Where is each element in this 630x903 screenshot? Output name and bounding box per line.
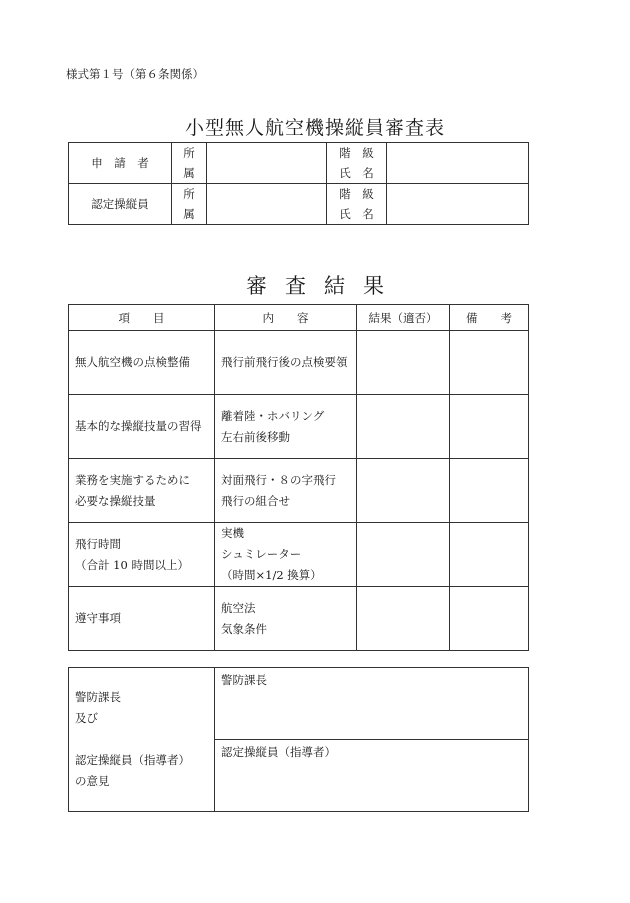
form-number: 様式第１号（第６条関係） bbox=[66, 67, 204, 81]
table-row bbox=[69, 395, 529, 459]
content-cell: 離着陸・ホバリング 左右前後移動 bbox=[215, 395, 357, 459]
remarks-cell[interactable] bbox=[450, 331, 529, 395]
table-row bbox=[69, 184, 529, 225]
table-row bbox=[69, 668, 529, 740]
rank-name-value[interactable] bbox=[387, 143, 529, 184]
affiliation-value[interactable] bbox=[207, 184, 327, 225]
result-cell[interactable] bbox=[357, 587, 450, 651]
header-content: 内 容 bbox=[215, 305, 357, 331]
content-cell: 対面飛行・８の字飛行 飛行の組合せ bbox=[215, 459, 357, 523]
opinion-label: 警防課長 及び 認定操縦員（指導者） の意見 bbox=[69, 668, 215, 812]
applicant-table bbox=[68, 142, 529, 225]
chief-opinion-cell[interactable]: 警防課長 bbox=[215, 668, 529, 740]
rank-name-label: 階 級 氏 名 bbox=[327, 143, 387, 184]
section-title: 審査結果 bbox=[246, 274, 402, 298]
table-row bbox=[69, 459, 529, 523]
remarks-cell[interactable] bbox=[450, 395, 529, 459]
result-cell[interactable] bbox=[357, 523, 450, 587]
instructor-opinion-cell[interactable]: 認定操縦員（指導者） bbox=[215, 740, 529, 812]
affiliation-label: 所 属 bbox=[172, 184, 207, 225]
table-row bbox=[69, 331, 529, 395]
result-cell[interactable] bbox=[357, 395, 450, 459]
table-header-row bbox=[69, 305, 529, 331]
rank-name-label: 階 級 氏 名 bbox=[327, 184, 387, 225]
item-cell: 無人航空機の点検整備 bbox=[69, 331, 215, 395]
table-row bbox=[69, 587, 529, 651]
affiliation-label: 所 属 bbox=[172, 143, 207, 184]
role-cell: 認定操縦員 bbox=[69, 184, 172, 225]
role-cell: 申 請 者 bbox=[69, 143, 172, 184]
item-cell: 飛行時間 （合計 10 時間以上） bbox=[69, 523, 215, 587]
content-cell: 飛行前飛行後の点検要領 bbox=[215, 331, 357, 395]
content-cell: 実機 シュミレーター （時間×1/2 換算） bbox=[215, 523, 357, 587]
page-title: 小型無人航空機操縦員審査表 bbox=[184, 117, 445, 139]
table-row bbox=[69, 523, 529, 587]
remarks-cell[interactable] bbox=[450, 459, 529, 523]
header-item: 項 目 bbox=[69, 305, 215, 331]
opinion-table bbox=[68, 667, 529, 812]
item-cell: 基本的な操縦技量の習得 bbox=[69, 395, 215, 459]
item-cell: 業務を実施するために 必要な操縦技量 bbox=[69, 459, 215, 523]
affiliation-value[interactable] bbox=[207, 143, 327, 184]
remarks-cell[interactable] bbox=[450, 587, 529, 651]
result-cell[interactable] bbox=[357, 331, 450, 395]
header-result: 結果（適否） bbox=[357, 305, 450, 331]
header-remarks: 備 考 bbox=[450, 305, 529, 331]
remarks-cell[interactable] bbox=[450, 523, 529, 587]
item-cell: 遵守事項 bbox=[69, 587, 215, 651]
results-table bbox=[68, 304, 529, 651]
table-row bbox=[69, 143, 529, 184]
rank-name-value[interactable] bbox=[387, 184, 529, 225]
result-cell[interactable] bbox=[357, 459, 450, 523]
content-cell: 航空法 気象条件 bbox=[215, 587, 357, 651]
